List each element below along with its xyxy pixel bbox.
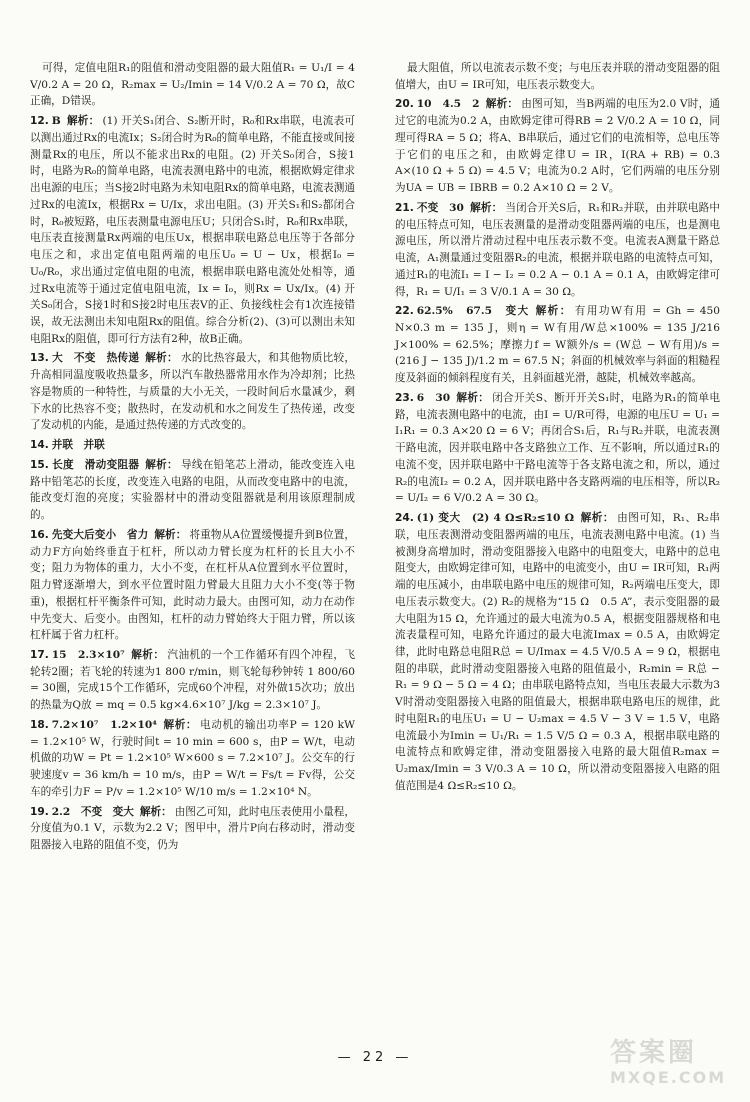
analysis-label: 解析： xyxy=(580,512,615,525)
question-number: 15. xyxy=(30,458,49,471)
watermark-text: 答案圈 xyxy=(610,1038,698,1068)
answer-text: 先变大后变小 省力 xyxy=(51,528,149,541)
answer-entry xyxy=(30,350,355,434)
right-column xyxy=(395,60,720,798)
analysis-text: 由图可知，当B两端的电压为2.0 V时，通过它的电流为0.2 A，由欧姆定律可得RB = 2 V/0.2 A = 10 Ω，同理可得RA = 5 Ω；将A、B串联后，通过它们的电流相等，总电压等于它们的电压之和，由欧姆定律U = IR，I(RA + RB) = 0.3 A×(10 Ω + 5 Ω) = 4.5 V；电流为0.2 A时，它们两端的电压分别为UA = UB = IBRB = 0.2 A×10 Ω = 2 V。 xyxy=(395,98,720,195)
analysis-label: 解析： xyxy=(456,391,490,404)
answer-text: 大 不变 热传递 xyxy=(51,352,140,365)
left-column xyxy=(30,60,355,857)
page-number: — 22 — xyxy=(337,1050,413,1065)
analysis-text: 由图可知，R₁、R₂串联，电压表测滑动变阻器两端的电压，电流表测电路中电流。(1) 当被测身高增加时，滑动变阻器接入电路中的电阻变大，电路中的总电阻变大，由欧姆定律可知，电路中的电流变小，由U = IR可知，R₁两端的电压减小，由串联电路中电压的规律可知，R₂两端电压变大，即电压表示数变大。(2) R₂的规格为“15 Ω 0.5 A”，表示变阻器的最大电阻为15 Ω，允许通过的最大电流为0.5 A，根据变阻器规格和电流表量程可知，电路允许通过的最大电流Imax = 0.5 A，由欧姆定律，此时电路总电阻R总 = U/Imax = 4.5 V/0.5 A = 9 Ω，根据电阻的串联，此时滑动变阻器接入电路的阻值最小，R₂min = R总 − R₁ = 9 Ω − 5 Ω = 4 Ω；由串联电路特点知，当电压表最大示数为3 V时滑动变阻器接入电路的阻值最大，根据串联电路电压的规律，此时电阻R₁的电压U₁ = U − U₂max = 4.5 V − 3 V = 1.5 V，电路电流最小为Imin = U₁/R₁ = 1.5 V/5 Ω = 0.3 A，根据串联电路的电流特点和欧姆定律，滑动变阻器接入电路的最大阻值R₂max = U₂max/Imin = 3 V/0.3 A = 10 Ω，所以滑动变阻器接入电路的阻值范围是4 Ω≤R₂≤10 Ω。 xyxy=(395,512,721,792)
answer-entry xyxy=(30,527,355,644)
analysis-label: 解析： xyxy=(139,805,172,818)
question-number: 16. xyxy=(30,528,49,541)
answer-entry xyxy=(30,804,355,854)
analysis-text: 可得，定值电阻R₁的阻值和滑动变阻器的最大阻值R₁ = U₁/I = 4 V/0.2 A = 20 Ω，R₂max = U₂/Imin = 14 V/0.2 A = 70 Ω，故C正确，D错误。 xyxy=(30,62,355,108)
question-number: 14. xyxy=(30,439,49,452)
question-number: 13. xyxy=(30,352,49,365)
answer-entry xyxy=(30,113,355,347)
question-number: 17. xyxy=(30,648,49,661)
answer-text: 7.2×10⁷ 1.2×10⁴ xyxy=(51,718,157,731)
answer-entry xyxy=(30,647,355,714)
analysis-label: 解析： xyxy=(469,201,503,214)
watermark-logo xyxy=(610,1038,740,1094)
question-number: 22. xyxy=(395,305,414,318)
answer-text: 6 30 xyxy=(416,391,451,404)
answer-entry xyxy=(395,60,720,93)
answer-text: 62.5% 67.5 变大 xyxy=(416,305,530,318)
answer-entry xyxy=(395,510,720,794)
analysis-text: (1) 开关S₁闭合、S₂断开时，R₀和Rx串联，电流表可以测出通过Rx的电流Ix；S₂闭合时为R₀的简单电路，不能直接或间接测量Rx的电压，所以不能求出Rx的电阻。(2) 开关S₀闭合，S接1时，电路为R₀的简单电路，电流表测电路中的电流，根据欧姆定律求出电源的电压；当S接2时电路为未知电阻Rx的简单电路，电流表测通过Rx的电流Ix，根据Rx = U/Ix，求出电阻。(3) 开关S₁和S₂都闭合时，R₀被短路，电压表测量电源电压U；只闭合S₁时，R₀和Rx串联，电压表直接测量Rx两端的电压Ux，根据串联电路总电压等于各部分电压之和，求出定值电阻两端的电压U₀ = U − Ux，根据I₀ = U₀/R₀，求出通过定值电阻的电流，根据串联电路电流处处相等，通过Rx电流等于通过定值电阻电流，Ix = I₀，则Rx = Ux/Ix。(4) 开关S₀闭合，S接1时和S接2时电压表V的正、负接线柱会有1次连接错误，故无法测出未知电阻Rx的阻值。综合分析(2)、(3)可以测出未知电阻Rx的阻值，即可行方法有2种，故B正确。 xyxy=(30,115,355,345)
analysis-text: 水的比热容最大，和其他物质比较，升高相同温度吸收热量多，所以汽车散热器常用水作为冷却剂；比热容是物质的一种特性，与质量的大小无关，一段时间后水量减少，剩下水的比热容不变；散热时，在发动机和水之间发生了热传递，改变了发动机的内能，是通过热传递的方式改变的。 xyxy=(30,352,356,432)
analysis-text: 闭合开关S、断开开关S₁时，电路为R₁的简单电路，电流表测电路中的电流，由I = U/R可得，电源的电压U = U₁ = I₁R₁ = 0.3 A×20 Ω = 6 V；再闭合S₁后，R₁与R₂并联，电流表测干路电流，因并联电路中各支路独立工作、互不影响，所以通过R₁的电流不变，因并联电路中干路电流等于各支路电流之和，所以，通过R₂的电流I₂ = 0.2 A，因并联电路中各支路两端的电压相等，所以R₂ = U/I₂ = 6 V/0.2 A = 30 Ω。 xyxy=(395,391,721,505)
answer-entry xyxy=(30,60,355,110)
question-number: 19. xyxy=(30,805,49,818)
analysis-label: 解析： xyxy=(154,528,187,541)
analysis-text: 当闭合开关S后，R₁和R₂并联，由并联电路中的电压特点可知，电压表测量的是滑动变阻器两端的电压，也是测电源电压，所以滑片滑动过程中电压表示数不变。电流表A测量干路总电流，A₁测量通过变阻器R₂的电流，根据并联电路的电流特点可知，通过R₁的电流I₁ = I − I₂ = 0.2 A − 0.1 A = 0.1 A，由欧姆定律可得，R₁ = U/I₁ = 3 V/0.1 A = 30 Ω。 xyxy=(395,201,721,298)
question-number: 23. xyxy=(395,391,414,404)
question-number: 20. xyxy=(395,98,414,111)
answer-text: 2.2 不变 变大 xyxy=(51,805,134,818)
analysis-label: 解析： xyxy=(485,98,519,111)
watermark-domain: MXQE.COM xyxy=(610,1068,727,1087)
answer-text: 不变 30 xyxy=(416,201,464,214)
answer-entry xyxy=(395,303,720,387)
answer-entry xyxy=(30,437,355,454)
analysis-text: 导线在铅笔芯上滑动，能改变连入电路中铅笔芯的长度，改变连入电路的电阻，从而改变电路中的电流，能改变灯泡的亮度；实验器材中的滑动变阻器就是利用该原理制成的。 xyxy=(30,458,356,522)
analysis-label: 解析： xyxy=(535,305,572,318)
analysis-text: 电动机的输出功率P = 120 kW = 1.2×10⁵ W，行驶时间t = 10 min = 600 s，由P = W/t，电动机做的功W = Pt = 1.2×10⁵ W×600 s = 7.2×10⁷ J。公交车的行驶速度v = 36 km/h = 10 m/s，由P = W/t = Fs/t = Fv得，公交车的牵引力F = P/v = 1.2×10⁵ W/10 m/s = 1.2×10⁴ N。 xyxy=(30,718,355,798)
answer-text: 长度 滑动变阻器 xyxy=(51,458,140,471)
question-number: 18. xyxy=(30,718,49,731)
analysis-text: 将重物从A位置缓慢提升到B位置，动力F方向始终垂直于杠杆，所以动力臂长度为杠杆的长且大小不变；阻力为物体的重力，大小不变，在杠杆从A位置到水平位置时，阻力臂逐渐增大，到水平位置时阻力臂最大且阻力大小不变(等于物重)，根据杠杆平衡条件可知，此时动力最大。由图可知，动力在动作中先变大、后变小。由图知，杠杆的动力臂始终大于阻力臂，所以该杠杆属于省力杠杆。 xyxy=(30,528,356,642)
answer-entry xyxy=(30,717,355,801)
analysis-text: 由图乙可知，此时电压表使用小量程，分度值为0.1 V，示数为2.2 V；图甲中，滑片P向右移动时，滑动变阻器接入电路的阻值不变，仍为 xyxy=(30,805,356,852)
answer-entry xyxy=(395,96,720,196)
question-number: 24. xyxy=(395,512,414,525)
answer-text: 15 2.3×10⁷ xyxy=(51,648,125,661)
analysis-label: 解析： xyxy=(162,718,198,731)
analysis-label: 解析： xyxy=(145,352,178,365)
analysis-label: 解析： xyxy=(66,115,100,128)
analysis-text: 汽油机的一个工作循环有四个冲程，飞轮转2圈；若飞轮的转速为1 800 r/min，则飞轮每秒钟转 1 800/60 = 30圈，完成15个工作循环，完成60个冲程，对外做15次功；放出的热量为Q放 = mq = 0.5 kg×4.6×10⁷ J/kg = 2.3×10⁷ J。 xyxy=(30,648,355,712)
question-number: 21. xyxy=(395,201,414,214)
answer-entry xyxy=(30,457,355,524)
analysis-text: 最大阻值，所以电流表示数不变；与电压表并联的滑动变阻器的阻值增大，由U = IR可知，电压表示数变大。 xyxy=(395,62,720,91)
analysis-text: 有用功W有用 = Gh = 450 N×0.3 m = 135 J，则η = W有用/W总×100% = 135 J/216 J×100% = 62.5%；摩擦力f = W额外/s = (W总 − W有用)/s = (216 J − 135 J)/1.2 m = 67.5 N；斜面的机械效率与斜面的粗糙程度及斜面的倾斜程度有关，且斜面越光滑，越陡，机械效率越高。 xyxy=(395,305,720,385)
answer-entry xyxy=(395,200,720,300)
analysis-label: 解析： xyxy=(145,458,178,471)
answer-text: 10 4.5 2 xyxy=(416,98,480,111)
answer-text: 并联 并联 xyxy=(51,439,105,452)
answer-entry xyxy=(395,390,720,507)
answer-text: (1) 变大 (2) 4 Ω≤R₂≤10 Ω xyxy=(416,512,575,525)
analysis-label: 解析： xyxy=(130,648,165,661)
question-number: 12. xyxy=(30,115,49,128)
answer-text: B xyxy=(51,115,61,128)
